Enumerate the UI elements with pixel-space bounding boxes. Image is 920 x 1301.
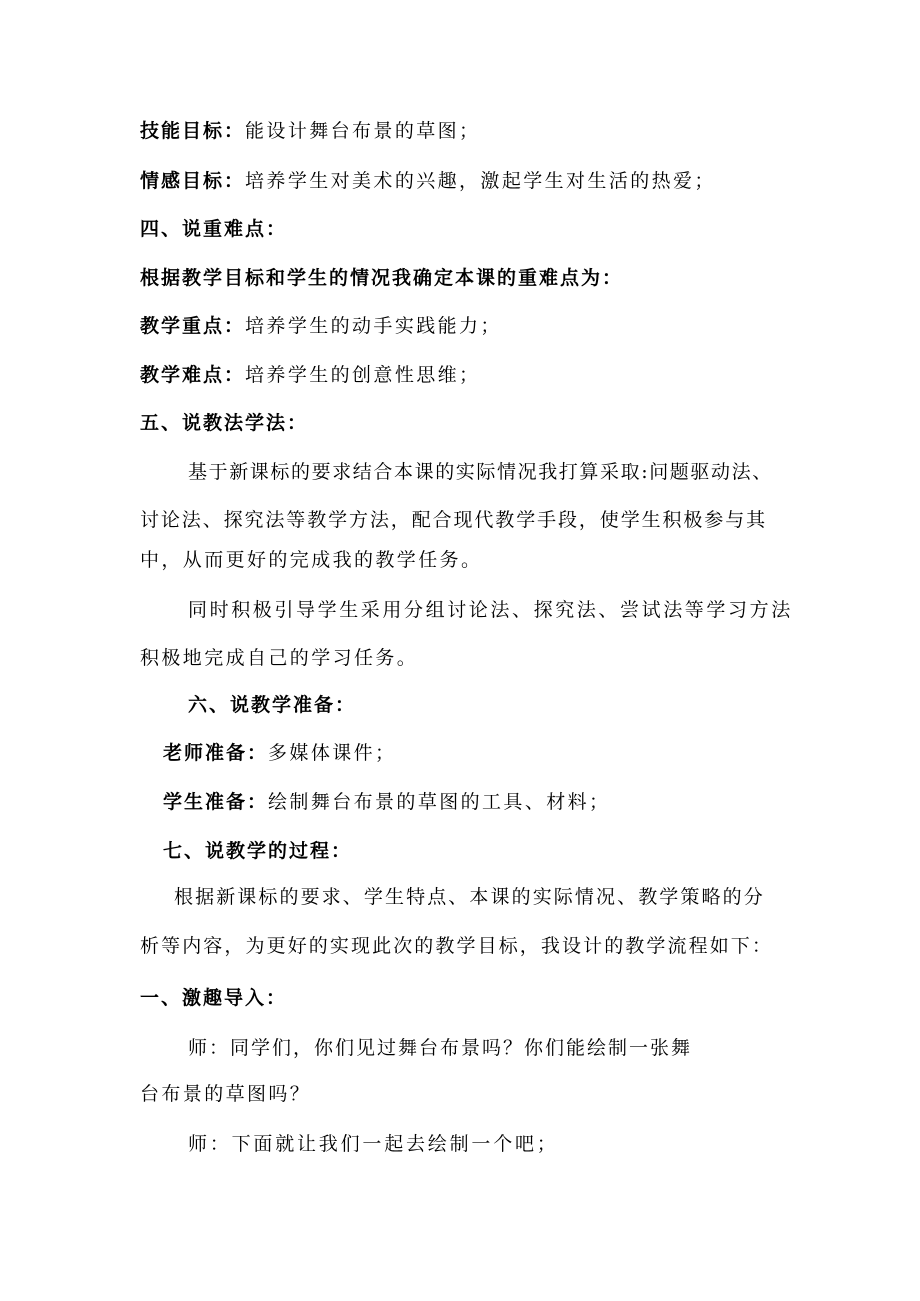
section7-para-line1: 根据新课标的要求、学生特点、本课的实际情况、教学策略的分 bbox=[174, 886, 765, 908]
key-point-line bbox=[140, 313, 502, 339]
emotion-goal-label: 情感目标： bbox=[140, 170, 246, 192]
section6-heading: 六、说教学准备： bbox=[188, 694, 357, 716]
section4-heading: 四、说重难点： bbox=[140, 218, 288, 240]
emotion-goal-line bbox=[140, 168, 716, 194]
part1-para2: 师：下面就让我们一起去绘制一个吧； bbox=[188, 1133, 559, 1155]
teacher-prep-line bbox=[163, 740, 396, 766]
teacher-prep-label: 老师准备： bbox=[163, 742, 269, 764]
part1-heading: 一、激趣导入： bbox=[140, 987, 288, 1009]
key-point-text: 培养学生的动手实践能力； bbox=[245, 315, 502, 337]
teacher-prep-text: 多媒体课件； bbox=[268, 742, 397, 764]
student-prep-line bbox=[163, 789, 610, 815]
skill-goal-text: 能设计舞台布景的草图； bbox=[245, 120, 481, 142]
section7-heading: 七、说教学的过程： bbox=[163, 840, 353, 862]
section7-para-line2: 析等内容，为更好的实现此次的教学目标，我设计的教学流程如下： bbox=[140, 935, 774, 957]
section5-para2-line1: 同时积极引导学生采用分组讨论法、探究法、尝试法等学习方法 bbox=[188, 599, 793, 621]
section5-para2-line2: 积极地完成自己的学习任务。 bbox=[140, 647, 419, 669]
student-prep-label: 学生准备： bbox=[163, 791, 269, 813]
skill-goal-line bbox=[140, 118, 480, 144]
section5-para1-line2: 讨论法、探究法等教学方法，配合现代教学手段，使学生积极参与其 bbox=[140, 509, 768, 531]
part1-para1-line2: 台布景的草图吗？ bbox=[140, 1083, 312, 1105]
difficult-point-label: 教学难点： bbox=[140, 364, 246, 386]
emotion-goal-text: 培养学生对美术的兴趣，激起学生对生活的热爱； bbox=[245, 170, 716, 192]
section4-intro: 根据教学目标和学生的情况我确定本课的重难点为： bbox=[140, 267, 624, 289]
section5-para1-line3: 中，从而更好的完成我的教学任务。 bbox=[140, 549, 483, 571]
difficult-point-text: 培养学生的创意性思维； bbox=[245, 364, 481, 386]
skill-goal-label: 技能目标： bbox=[140, 120, 246, 142]
part1-para1-line1: 师：同学们，你们见过舞台布景吗？你们能绘制一张舞 bbox=[188, 1037, 693, 1059]
student-prep-text: 绘制舞台布景的草图的工具、材料； bbox=[268, 791, 611, 813]
key-point-label: 教学重点： bbox=[140, 315, 246, 337]
section5-heading: 五、说教法学法： bbox=[140, 412, 309, 434]
section5-para1-line1: 基于新课标的要求结合本课的实际情况我打算采取:问题驱动法、 bbox=[188, 461, 773, 483]
difficult-point-line bbox=[140, 362, 480, 388]
